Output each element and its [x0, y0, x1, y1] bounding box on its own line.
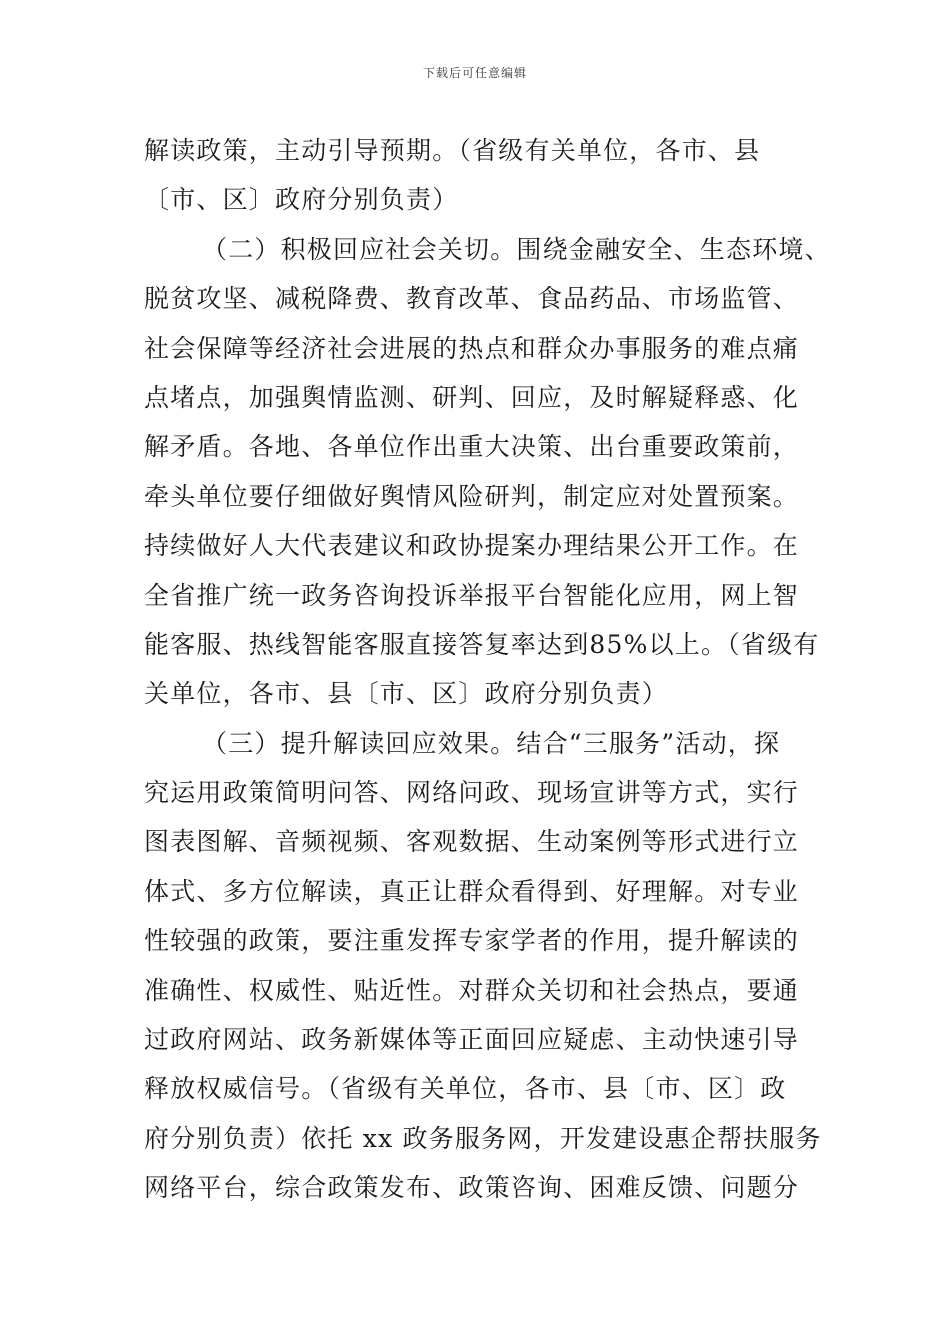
text-line: 网络平台，综合政策发布、政策咨询、困难反馈、问题分	[144, 1173, 800, 1203]
text-line: 解读政策，主动引导预期。（省级有关单位，各市、县	[144, 136, 761, 165]
text-line: 持续做好人大代表建议和政协提案办理结果公开工作。在	[144, 531, 800, 561]
text-line: 能客服、热线智能客服直接答复率达到85%以上。（省级有	[144, 629, 820, 659]
text-line: 〔市、区〕政府分别负责）	[144, 185, 459, 215]
text-line: 解矛盾。各地、各单位作出重大决策、出台重要政策前，	[144, 432, 800, 462]
text-line: 释放权威信号。（省级有关单位，各市、县〔市、区〕政	[144, 1074, 787, 1104]
document-body	[144, 126, 834, 1213]
text-line: 准确性、权威性、贴近性。对群众关切和社会热点，要通	[144, 975, 800, 1005]
text-line: 关单位，各市、县〔市、区〕政府分别负责）	[144, 679, 669, 709]
paragraph-first-line: （三）提升解读回应效果。结合“三服务”活动，探	[202, 728, 781, 758]
text-line: 性较强的政策，要注重发挥专家学者的作用，提升解读的	[144, 926, 800, 956]
text-line: 究运用政策简明问答、网络问政、现场宣讲等方式，实行	[144, 778, 800, 808]
text-line: 府分别负责）依托 xx 政务服务网，开发建设惠企帮扶服务	[144, 1123, 822, 1153]
text-line: 全省推广统一政务咨询投诉举报平台智能化应用，网上智	[144, 580, 800, 610]
paragraph-first-line: （二）积极回应社会关切。围绕金融安全、生态环境、	[202, 234, 831, 264]
text-line: 图表图解、音频视频、客观数据、生动案例等形式进行立	[144, 827, 800, 857]
text-line: 过政府网站、政务新媒体等正面回应疑虑、主动快速引导	[144, 1025, 800, 1055]
text-line: 牵头单位要仔细做好舆情风险研判，制定应对处置预案。	[144, 481, 800, 511]
text-line: 点堵点，加强舆情监测、研判、回应，及时解疑释惑、化	[144, 382, 800, 412]
text-line: 体式、多方位解读，真正让群众看得到、好理解。对专业	[144, 876, 800, 906]
text-line: 脱贫攻坚、减税降费、教育改革、食品药品、市场监管、	[144, 284, 800, 314]
text-line: 社会保障等经济社会进展的热点和群众办事服务的难点痛	[144, 333, 800, 363]
page-header-note: 下载后可任意编辑	[422, 66, 527, 80]
